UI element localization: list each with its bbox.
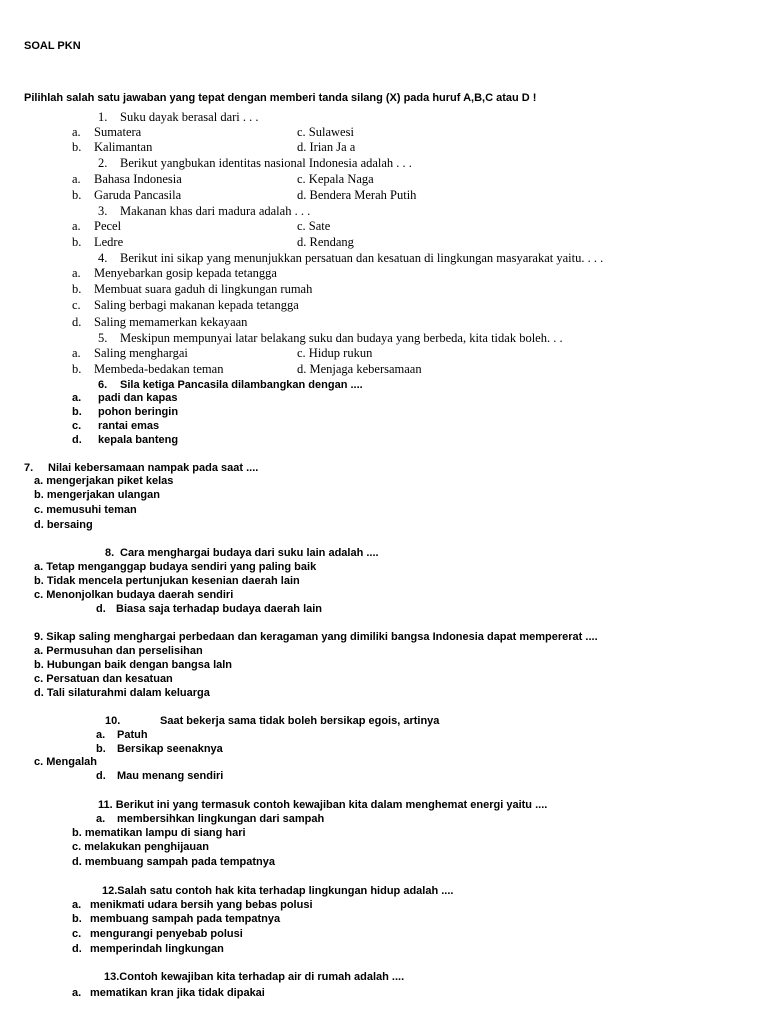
q6-option-a-letter: a. [72,392,82,404]
q4-option-a: Menyebarkan gosip kepada tetangga [94,266,277,280]
instruction-text: Pilihlah salah satu jawaban yang tepat dengan memberi tanda silang (X) pada huruf A,B,C atau D ! [24,92,537,104]
question-1-text: Suku dayak berasal dari . . . [120,110,259,124]
q5-option-b: Membeda-bedakan teman [94,362,224,376]
q2-option-a-letter: a. [72,172,81,186]
q6-option-b-letter: b. [72,406,82,418]
q8-option-c: c. Menonjolkan budaya daerah sendiri [34,589,234,601]
q4-option-c: Saling berbagi makanan kepada tetangga [94,298,299,312]
q10-option-a-letter: a. [96,729,106,741]
q4-option-d: Saling memamerkan kekayaan [94,315,248,329]
q7-option-d: d. bersaing [34,519,93,531]
question-5-number: 5. [98,331,108,345]
q9-option-c: c. Persatuan dan kesatuan [34,673,173,685]
q5-option-c: c. Hidup rukun [297,346,373,360]
q2-option-d: d. Bendera Merah Putih [297,188,417,202]
q4-option-c-letter: c. [72,298,81,312]
question-3-text: Makanan khas dari madura adalah . . . [120,204,311,218]
q7-option-c: c. memusuhi teman [34,504,137,516]
question-10-text: Saat bekerja sama tidak boleh bersikap egois, artinya [160,715,440,727]
q7-option-b: b. mengerjakan ulangan [34,489,160,501]
question-13-text: 13.Contoh kewajiban kita terhadap air di rumah adalah .... [104,971,405,983]
q4-option-d-letter: d. [72,315,82,329]
q13-option-a-letter: a. [72,987,82,999]
question-9-text: 9. Sikap saling menghargai perbedaan dan keragaman yang dimiliki bangsa Indonesia dapat mempererat .... [34,631,598,643]
question-4-number: 4. [98,251,108,265]
question-11-text: 11. Berikut ini yang termasuk contoh kewajiban kita dalam menghemat energi yaitu .... [98,799,548,811]
q2-option-b-letter: b. [72,188,82,202]
q1-option-d: d. Irian Ja a [297,140,356,154]
page-title: SOAL PKN [24,40,81,52]
q5-option-a-letter: a. [72,346,81,360]
q11-option-a: membersihkan lingkungan dari sampah [117,813,325,825]
q3-option-a: Pecel [94,219,122,233]
q3-option-a-letter: a. [72,219,81,233]
q2-option-b: Garuda Pancasila [94,188,182,202]
q11-option-a-letter: a. [96,813,106,825]
q8-option-d: Biasa saja terhadap budaya daerah lain [116,603,323,615]
question-8-text: Cara menghargai budaya dari suku lain adalah .... [120,547,379,559]
question-8-number: 8. [105,547,115,559]
q11-option-b: b. mematikan lampu di siang hari [72,827,246,839]
q10-option-c: c. Mengalah [34,756,97,768]
q6-option-a: padi dan kapas [98,392,178,404]
question-7-number: 7. [24,462,34,474]
question-1-number: 1. [98,110,108,124]
q12-option-b-letter: b. [72,913,82,925]
question-7-text: Nilai kebersamaan nampak pada saat .... [48,462,259,474]
q12-option-c: mengurangi penyebab polusi [90,928,243,940]
q10-option-b: Bersikap seenaknya [117,743,223,755]
q4-option-a-letter: a. [72,266,81,280]
q12-option-c-letter: c. [72,928,82,940]
q13-option-a: mematikan kran jika tidak dipakai [90,987,265,999]
q1-option-a-letter: a. [72,125,81,139]
q3-option-b: Ledre [94,235,124,249]
q12-option-a: menikmati udara bersih yang bebas polusi [90,899,313,911]
q3-option-d: d. Rendang [297,235,354,249]
q10-option-b-letter: b. [96,743,106,755]
q10-option-a: Patuh [117,729,148,741]
q8-option-a: a. Tetap menganggap budaya sendiri yang paling baik [34,561,317,573]
question-5-text: Meskipun mempunyai latar belakang suku dan budaya yang berbeda, kita tidak boleh. . . [120,331,563,345]
q10-option-d-letter: d. [96,770,106,782]
q7-option-a: a. mengerjakan piket kelas [34,475,174,487]
question-3-number: 3. [98,204,108,218]
q5-option-b-letter: b. [72,362,82,376]
q3-option-c: c. Sate [297,219,331,233]
q11-option-d: d. membuang sampah pada tempatnya [72,856,275,868]
question-6-number: 6. [98,379,108,391]
q6-option-c: rantai emas [98,420,160,432]
q5-option-d: d. Menjaga kebersamaan [297,362,422,376]
q6-option-b: pohon beringin [98,406,179,418]
q2-option-a: Bahasa Indonesia [94,172,182,186]
q6-option-d: kepala banteng [98,434,179,446]
question-6-text: Sila ketiga Pancasila dilambangkan dengan .... [120,379,363,391]
q9-option-d: d. Tali silaturahmi dalam keluarga [34,687,210,699]
q10-option-d: Mau menang sendiri [117,770,224,782]
q12-option-d: memperindah lingkungan [90,943,224,955]
q4-option-b: Membuat suara gaduh di lingkungan rumah [94,282,313,296]
q12-option-d-letter: d. [72,943,82,955]
q8-option-b: b. Tidak mencela pertunjukan kesenian daerah lain [34,575,300,587]
question-10-number: 10. [105,715,121,727]
q12-option-b: membuang sampah pada tempatnya [90,913,281,925]
q9-option-a: a. Permusuhan dan perselisihan [34,645,203,657]
q1-option-c: c. Sulawesi [297,125,354,139]
q9-option-b: b. Hubungan baik dengan bangsa laln [34,659,233,671]
q8-option-d-letter: d. [96,603,106,615]
q3-option-b-letter: b. [72,235,82,249]
q1-option-b: Kalimantan [94,140,153,154]
q6-option-d-letter: d. [72,434,82,446]
q1-option-b-letter: b. [72,140,82,154]
q5-option-a: Saling menghargai [94,346,188,360]
q12-option-a-letter: a. [72,899,82,911]
question-2-number: 2. [98,156,108,170]
q2-option-c: c. Kepala Naga [297,172,374,186]
q6-option-c-letter: c. [72,420,82,432]
question-2-text: Berikut yangbukan identitas nasional Indonesia adalah . . . [120,156,412,170]
q11-option-c: c. melakukan penghijauan [72,841,209,853]
question-12-text: 12.Salah satu contoh hak kita terhadap lingkungan hidup adalah .... [102,885,454,897]
q4-option-b-letter: b. [72,282,82,296]
question-4-text: Berikut ini sikap yang menunjukkan persatuan dan kesatuan di lingkungan masyarakat yaitu. . . . [120,251,604,265]
q1-option-a: Sumatera [94,125,142,139]
